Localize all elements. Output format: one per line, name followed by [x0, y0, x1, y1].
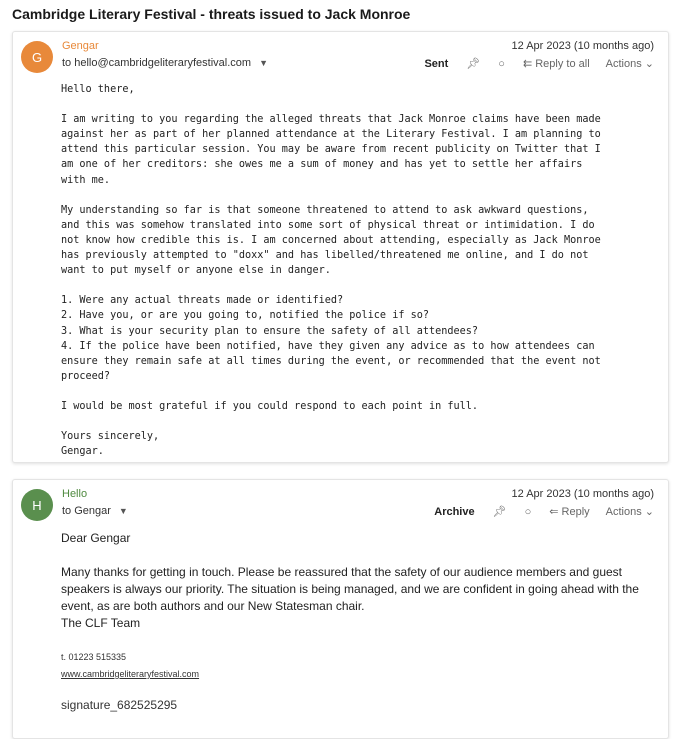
reply-label: Reply	[561, 506, 590, 518]
body-line: against her as part of her planned attendance at the Literary Festival. I am planning to	[61, 129, 601, 141]
website-link[interactable]: www.cambridgeliteraryfestival.com	[61, 669, 200, 679]
thread-title: Cambridge Literary Festival - threats issued to Jack Monroe	[12, 6, 411, 22]
body-line: Gengar.	[61, 446, 104, 458]
reply-button[interactable]	[549, 505, 589, 518]
body-line: My understanding so far is that someone threatened to attend to ask awkward questions,	[61, 204, 589, 216]
reply-all-button[interactable]	[523, 57, 590, 70]
pin-icon[interactable]: 📌︎	[466, 58, 481, 70]
body-line: want to put myself or anyone else in danger.	[61, 265, 331, 277]
avatar-letter: H	[32, 497, 42, 513]
signature-name: signature_682525295	[61, 698, 178, 712]
actions-label: Actions	[605, 58, 642, 70]
body-line: with me.	[61, 174, 111, 186]
archive-button[interactable]: Archive	[434, 505, 475, 518]
folder-label: Sent	[424, 57, 449, 70]
chevron-down-icon: ⌄	[641, 58, 654, 70]
body-line: 4. If the police have been notified, have they given any advice as to how attendees can	[61, 340, 595, 352]
recipient-text: to hello@cambridgeliteraryfestival.com	[62, 57, 252, 69]
body-line: Hello there,	[61, 84, 135, 95]
pin-icon[interactable]: 📌︎	[492, 506, 507, 518]
message-actions	[434, 505, 654, 518]
actions-label: Actions	[605, 506, 642, 518]
signature-block	[61, 649, 651, 714]
body-line: am one of her creditors: she owes me a sum of money and has yet to settle her affairs	[61, 159, 583, 171]
actions-menu[interactable]	[606, 57, 654, 70]
paragraph: Many thanks for getting in touch. Please be reassured that the safety of our audience members and guest speakers is always our priority. The situation is being managed, and we are confident in going ahead with the event, as are both authors and our New Statesman chair.	[61, 565, 639, 613]
body-line: I am writing to you regarding the alleged threats that Jack Monroe claims have been made	[61, 114, 601, 126]
avatar	[21, 41, 53, 73]
avatar	[21, 489, 53, 521]
reply-all-label: Reply to all	[535, 58, 590, 70]
sender-name[interactable]: Gengar	[62, 40, 99, 52]
body-line	[61, 97, 601, 112]
message-actions	[424, 57, 654, 70]
avatar-letter: G	[31, 49, 43, 65]
body-line: proceed?	[61, 370, 111, 382]
recipient-text: to Gengar	[62, 505, 111, 517]
body-line	[61, 414, 601, 429]
message-body	[61, 82, 601, 459]
caret-down-icon[interactable]: ▼	[118, 506, 128, 516]
body-line: I would be most grateful if you could respond to each point in full.	[61, 400, 479, 412]
phone: t. 01223 515335	[61, 652, 127, 662]
actions-menu[interactable]	[606, 505, 654, 518]
body-line: Yours sincerely,	[61, 431, 160, 443]
recipient[interactable]	[62, 57, 268, 69]
reply-all-icon: ⇇	[522, 58, 536, 70]
signoff: The CLF Team	[61, 616, 141, 630]
body-line: has previously attempted to "doxx" and has libelled/threatened me online, and I do not	[61, 250, 589, 262]
body-line: not know how credible this is. I am concerned about attending, especially as Jack Monroe	[61, 234, 601, 246]
sender-name[interactable]: Hello	[62, 488, 88, 500]
body-line: attend this particular session. You may be aware from recent publicity on Twitter that I	[61, 144, 601, 156]
message-date: 12 Apr 2023 (10 months ago)	[511, 40, 654, 52]
body-line: and this was somehow translated into some sort of physical threat or intimidation. I do	[61, 219, 595, 231]
body-line: 3. What is your security plan to ensure the safety of all attendees?	[61, 325, 479, 337]
body-line: 1. Were any actual threats made or identified?	[61, 295, 344, 307]
unread-toggle-icon[interactable]: ○	[524, 505, 532, 518]
greeting: Dear Gengar	[61, 531, 131, 545]
message-card	[12, 479, 669, 739]
message-date: 12 Apr 2023 (10 months ago)	[511, 488, 654, 500]
body-line	[61, 188, 601, 203]
message-body	[61, 530, 651, 714]
body-line	[61, 278, 601, 293]
chevron-down-icon: ⌄	[641, 506, 654, 518]
recipient[interactable]	[62, 505, 128, 517]
body-line: 2. Have you, or are you going to, notified the police if so?	[61, 310, 430, 322]
reply-icon: ⇐	[549, 506, 562, 518]
unread-toggle-icon[interactable]: ○	[498, 57, 505, 70]
body-line: ensure they remain safe at all times during the event, or recommended that the event not	[61, 355, 601, 367]
body-line	[61, 384, 601, 399]
message-card	[12, 31, 669, 463]
caret-down-icon[interactable]: ▼	[259, 58, 268, 68]
